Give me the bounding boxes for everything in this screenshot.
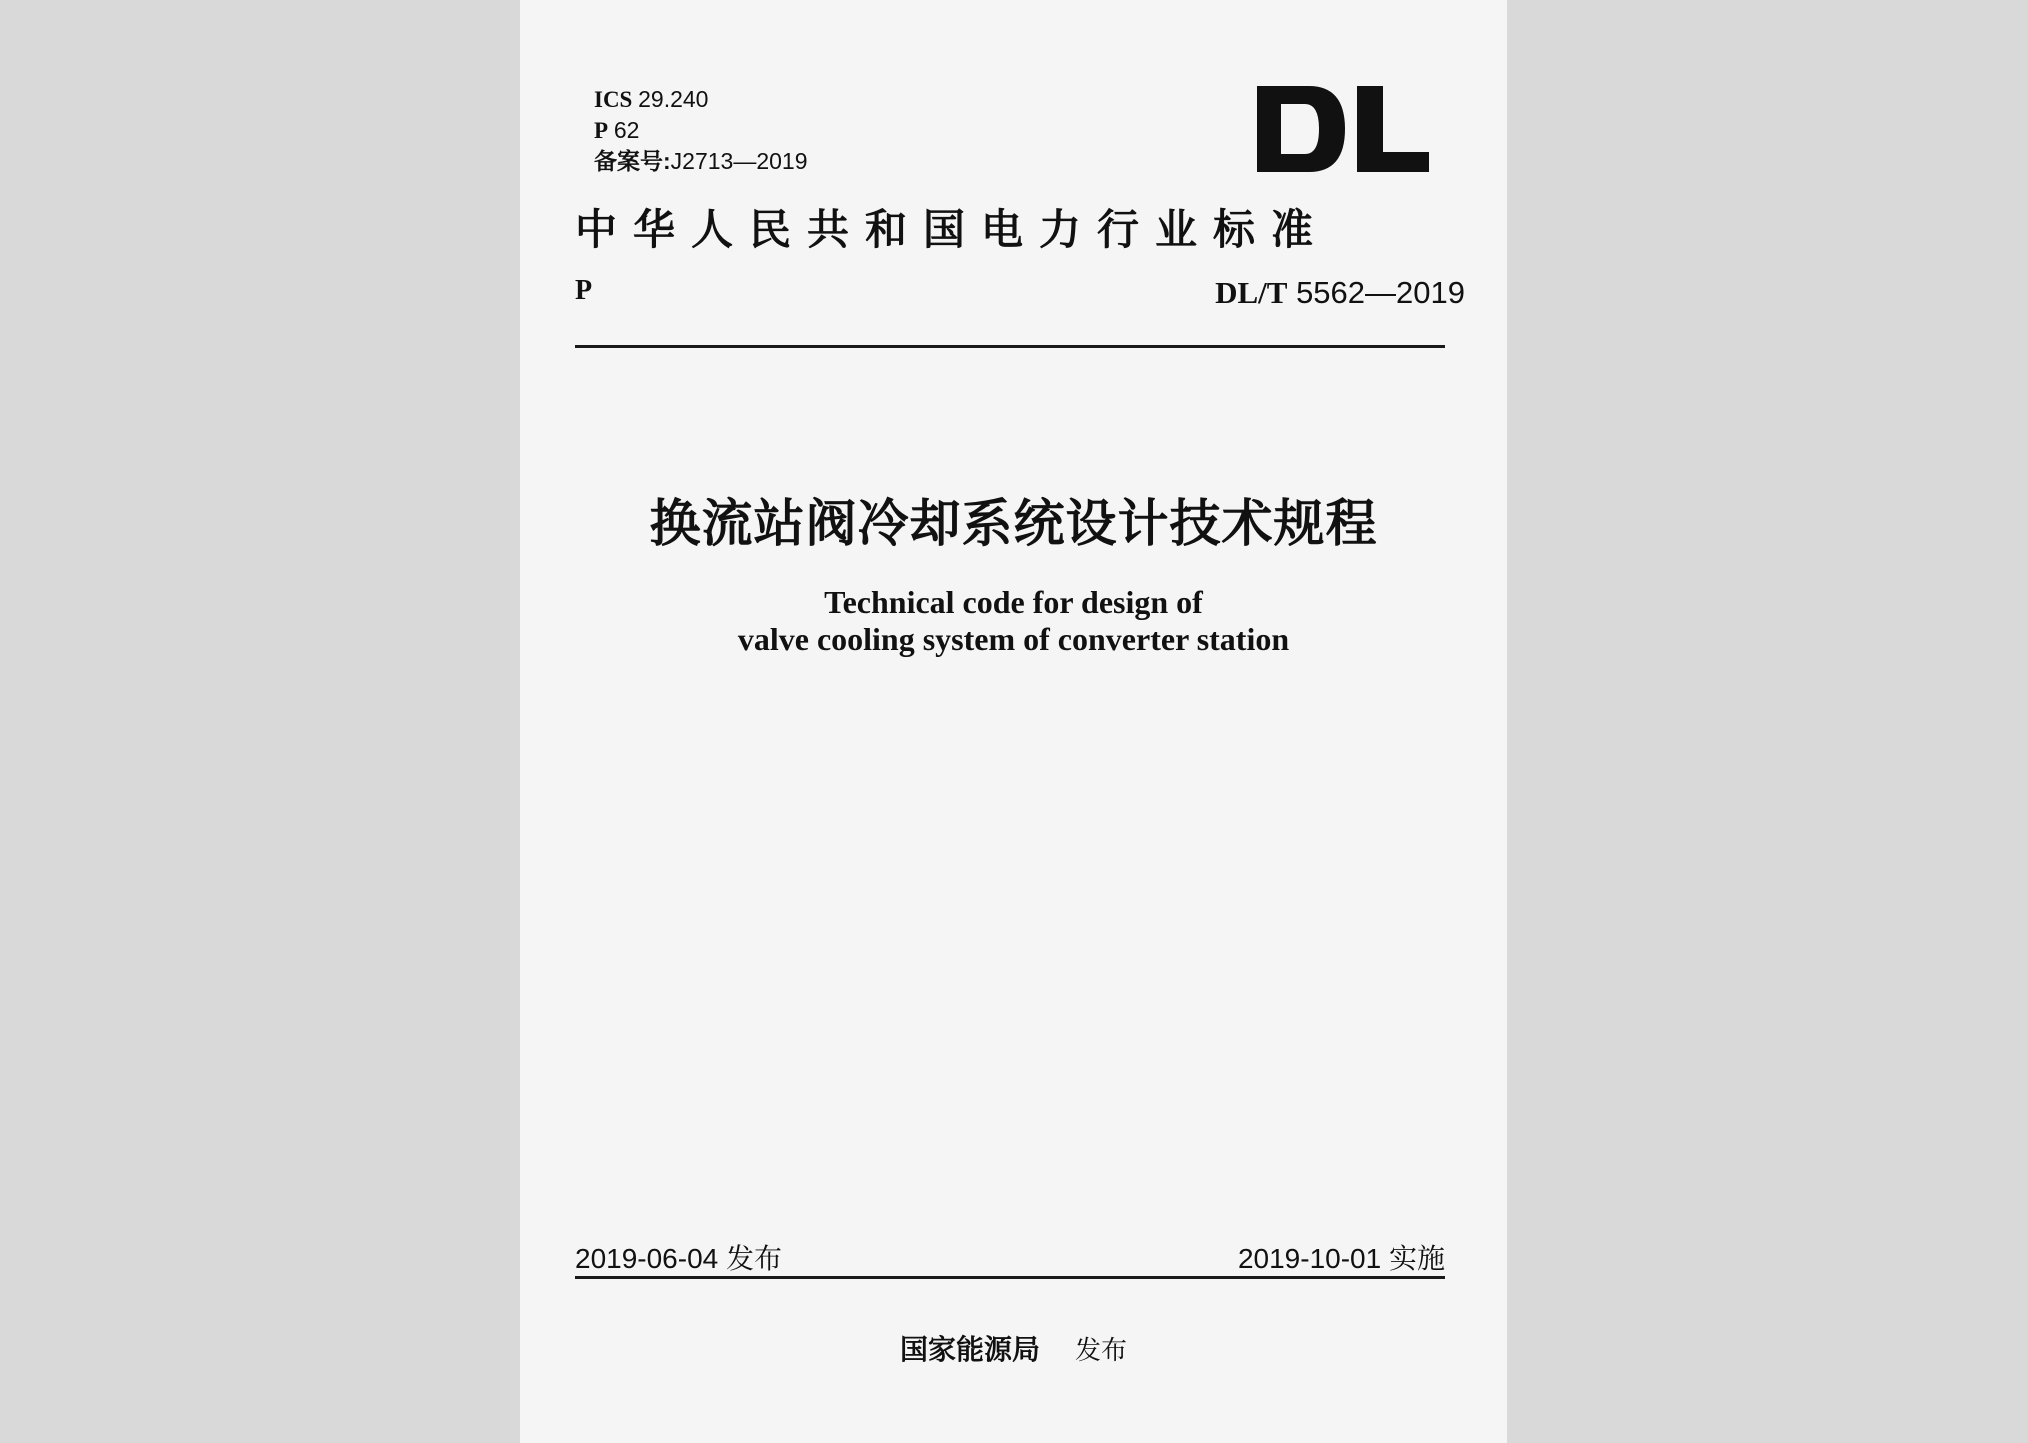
publish-date-value: 2019-06-04 [575,1243,719,1274]
dates-row [575,1237,1445,1277]
code-row [575,275,1465,315]
dl-logo [1257,86,1429,172]
title-english-line2: valve cooling system of converter station [737,621,1290,657]
record-label: 备案号: [594,148,671,174]
title-chinese: 换流站阀冷却系统设计技术规程 [649,495,1378,554]
class-label: P [594,118,609,143]
standard-metadata [594,84,808,177]
document-page [520,0,1507,1443]
standard-code-prefix: DL/T [1215,275,1288,310]
record-line [594,146,808,177]
ics-value: 29.240 [638,86,709,112]
class-line [594,115,808,146]
issuer-label: 发布 [1074,1336,1127,1366]
ics-label: ICS [594,87,633,112]
title-english-line1: Technical code for design of [824,584,1203,620]
ics-line [594,84,808,115]
record-value: J2713—2019 [670,148,808,174]
effective-date-value: 2019-10-01 [1237,1243,1382,1274]
standard-code [1215,275,1465,311]
class-value: 62 [613,117,640,143]
bottom-rule [575,1276,1445,1279]
effective-date [1238,1237,1445,1277]
issuer [520,1328,1507,1368]
issuer-organization: 国家能源局 [900,1333,1041,1366]
classification-letter: P [575,275,593,306]
top-rule [575,345,1445,348]
standard-code-number: 5562—2019 [1296,275,1465,310]
org-title: 中华人民共和国电力行业标准 [575,205,1330,254]
effective-date-label: 实施 [1388,1243,1445,1274]
title-english [520,584,1507,658]
publish-date-label: 发布 [726,1243,783,1274]
publish-date [575,1237,782,1277]
